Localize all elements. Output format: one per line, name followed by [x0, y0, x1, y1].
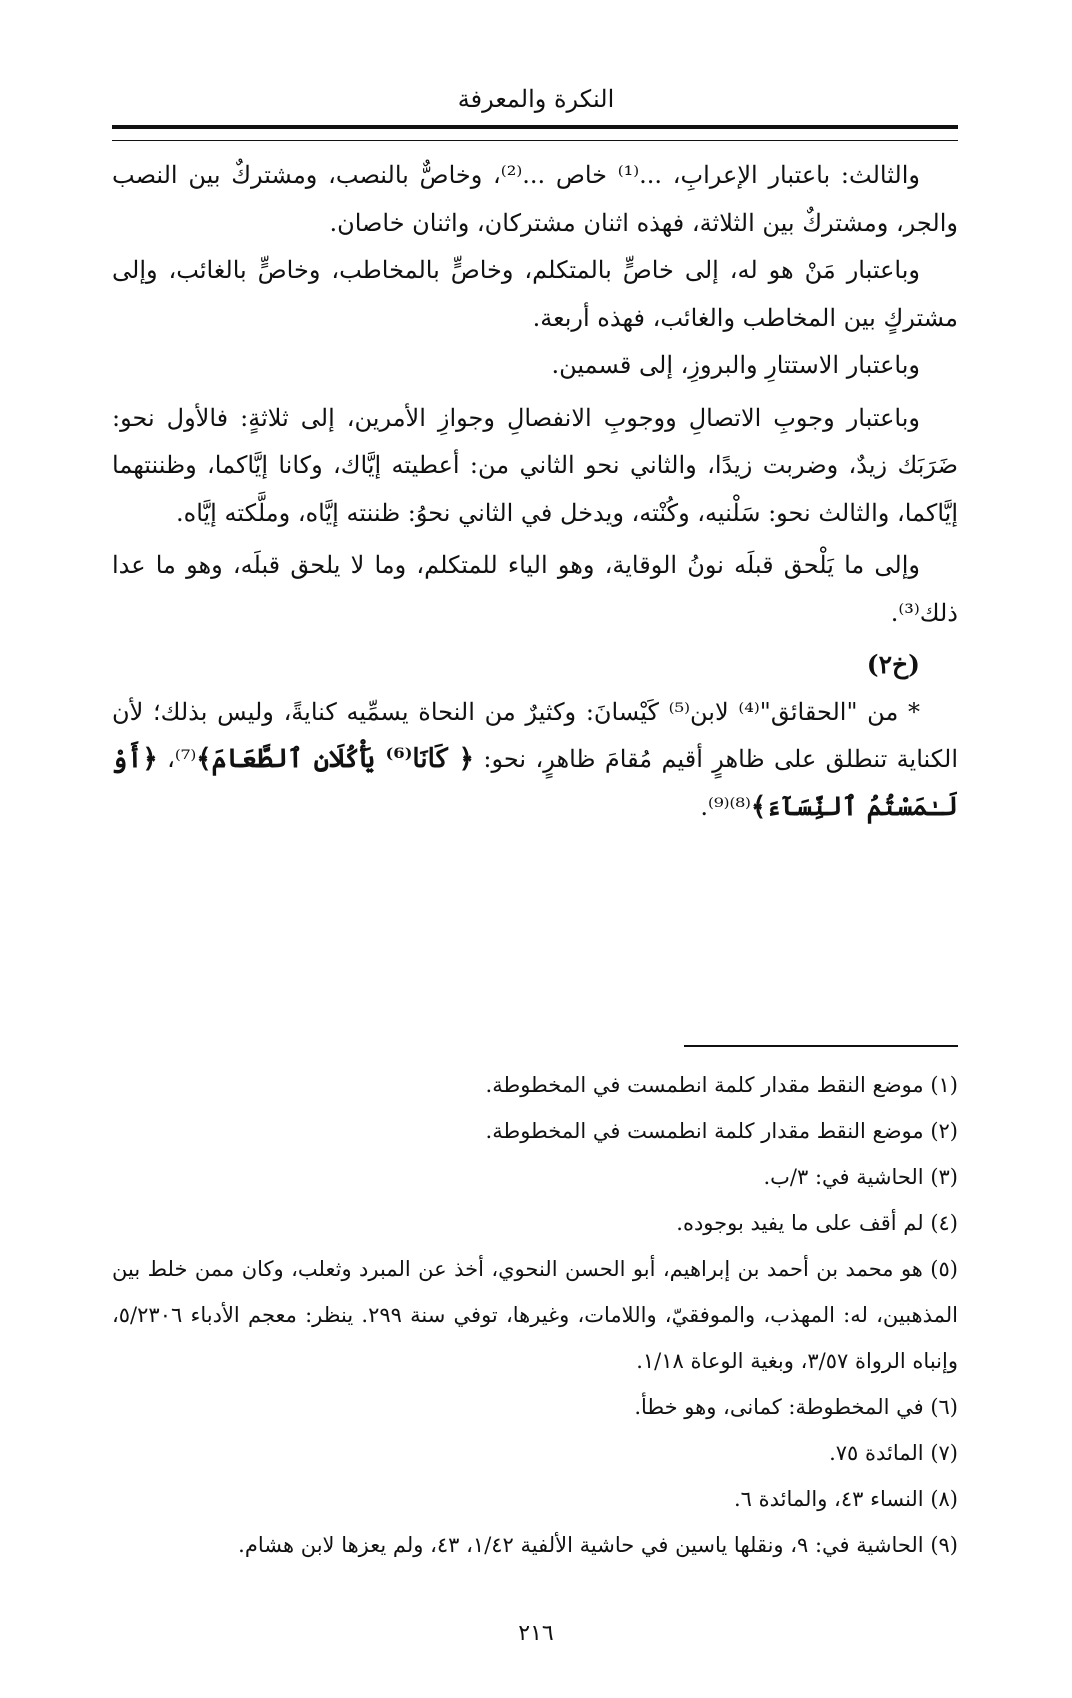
paragraph-3: وباعتبار الاستتارِ والبروزِ، إلى قسمين. [551, 351, 920, 379]
quran-verse-1: ﴿ كَانَا⁽⁶⁾ يَأْكُلَانِ ٱلطَّعَامَ﴾ [196, 744, 474, 774]
footnote: (٣) الحاشية في: ٣/ب. [763, 1165, 958, 1189]
footnote: (٢) موضع النقط مقدار كلمة انطمست في المخطوطة. [485, 1119, 958, 1143]
paragraph-4: وباعتبار وجوبِ الاتصالِ ووجوبِ الانفصالِ وجوازِ الأمرين، إلى ثلاثةٍ: فالأول نحو: ضَرَبَك زيدٌ، وضربت زيدًا، والثاني نحو الثاني من: أعطيته إيَّاك، وكانا إيَّاكما، وظننتهما إيَّاكما، والثالث نحو: سَلْنيه، وكُنْته، ويدخل في الثاني نحوُ: ظننته إيَّاه، وملَّكته إيَّاه. [112, 403, 958, 527]
quran-verse-2: ﴿أَوْ لَـٰمَسْتُمُ ٱلنِّسَآءَ﴾ [112, 744, 958, 822]
footnote-refs-8-9: ⁽⁸⁾⁽⁹⁾. [700, 792, 751, 821]
footnote: (٩) الحاشية في: ٩، ونقلها ياسين في حاشية الألفية ١/٤٢، ٤٣، ولم يعزها لابن هشام. [238, 1533, 958, 1557]
page-number: ٢١٦ [518, 1621, 554, 1646]
footnote-separator [684, 1045, 958, 1047]
footnote: (٥) هو محمد بن أحمد بن إبراهيم، أبو الحسن النحوي، أخذ عن المبرد وثعلب، وكان ممن خلط بين المذهبين، له: المهذب، والموفقيّ، واللامات، وغيرها، توفي سنة ٢٩٩. ينظر: معجم الأدباء ٥/٢٣٠٦، وإنباه الرواة ٣/٥٧، وبغية الوعاة ١/١٨. [112, 1257, 959, 1373]
footnotes [112, 1062, 958, 1568]
paragraph-5: وإلى ما يَلْحق قبلَه نونُ الوقاية، وهو الياء للمتكلم، وما لا يلحق قبلَه، وهو ما عدا ذلك⁽³⁾. [112, 551, 958, 627]
header-rule-thin [112, 140, 958, 141]
paragraph-2: وباعتبار مَنْ هو له، إلى خاصٍّ بالمتكلم، وخاصٍّ بالمخاطب، وخاصٍّ بالغائب، وإلى مشتركٍ بين المخاطب والغائب، فهذه أربعة. [112, 256, 958, 332]
footnote-ref-7: ⁽⁷⁾، [157, 745, 197, 773]
header-rule-thick [112, 125, 958, 129]
footnote: (٤) لم أقف على ما يفيد بوجوده. [676, 1211, 958, 1235]
footnote: (٦) في المخطوطة: كمانى، وهو خطأ. [634, 1395, 958, 1419]
paragraph-6 [112, 689, 958, 832]
paragraph-6-text: * من "الحقائق"⁽⁴⁾ لابن⁽⁵⁾ كَيْسانَ: وكثيرٌ من النحاة يسمِّيه كنايةً، وليس بذلك؛ لأن الكناية تنطلق على ظاهرٍ أقيم مُقامَ ظاهرٍ، نحو: [112, 697, 958, 773]
running-title: النكرة والمعرفة [457, 85, 615, 113]
section-marker: (خ٢) [866, 650, 920, 679]
paragraph-1: والثالث: باعتبار الإعرابِ، ...⁽¹⁾ خاص ...⁽²⁾، وخاصٌّ بالنصب، ومشتركٌ بين النصب والجر، ومشتركٌ بين الثلاثة، فهذه اثنان مشتركان، واثنان خاصان. [112, 161, 958, 237]
footnote: (٨) النساء ٤٣، والمائدة ٦. [733, 1487, 958, 1511]
main-text [112, 152, 958, 831]
footnote: (٧) المائدة ٧٥. [829, 1441, 958, 1465]
footnote: (١) موضع النقط مقدار كلمة انطمست في المخطوطة. [485, 1073, 958, 1097]
